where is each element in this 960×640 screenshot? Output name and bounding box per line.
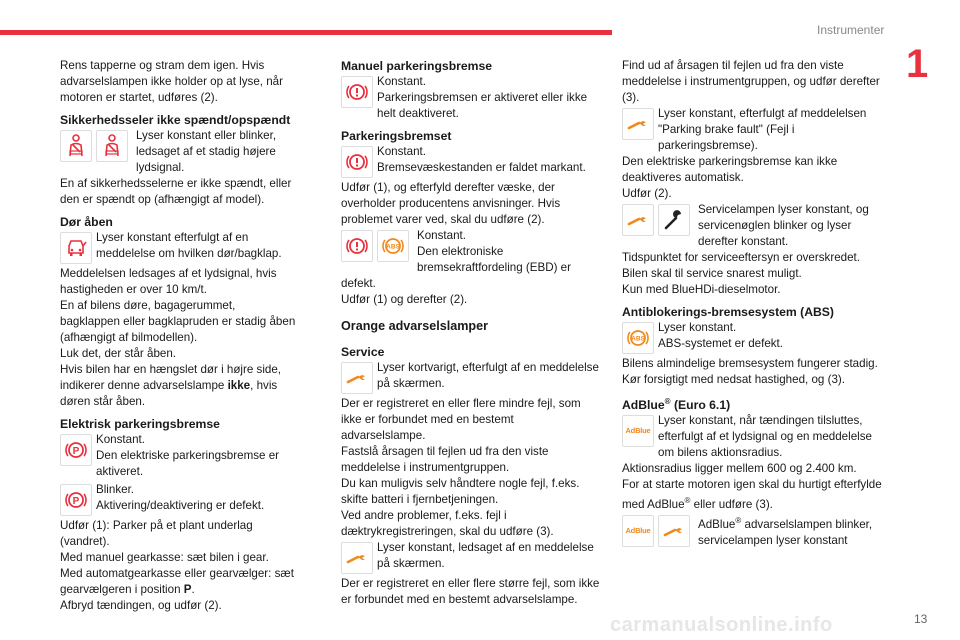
service-lead-2: Lyser konstant, ledsaget af en meddelelse på skærmen. xyxy=(377,541,594,570)
abs-icon xyxy=(622,322,654,354)
door-text: Meddelelsen ledsages af et lydsignal, hvis hastigheden er over 10 km/t. xyxy=(60,267,277,296)
manual-pb-line2: Parkeringsbremsen er aktiveret eller ikke helt deaktiveret. xyxy=(377,91,588,120)
manual-pb-heading: Manuel parkeringsbremse xyxy=(341,59,493,73)
service-key-icon xyxy=(658,204,690,236)
wrench-icon xyxy=(341,542,373,574)
service-key-lead: Servicelampen lyser konstant, og servicenøglen blinker og lyser derefter konstant. xyxy=(698,203,869,248)
svg-text:P: P xyxy=(72,446,80,457)
col3-text: Bilen skal til service snarest muligt. xyxy=(622,267,802,280)
pb-fault-line2: Bremsevæskestanden er faldet markant. xyxy=(377,161,586,174)
orange-section-heading: Orange advarselslamper xyxy=(341,319,489,333)
col3-text: Udfør (2). xyxy=(622,187,672,200)
svg-text:ABS: ABS xyxy=(386,243,400,251)
epb-last: Afbryd tændingen, og udfør (2). xyxy=(60,599,222,612)
abs-line1: Lyser konstant. xyxy=(658,321,737,334)
col3-intro: Find ud af årsagen til fejlen ud fra den viste meddelelse i instrumentgruppen, og udfør derefter (3). xyxy=(622,59,880,104)
service-text: Der er registreret en eller flere større fejl, som ikke er forbundet med en bestemt advarselslampe. xyxy=(341,577,600,606)
parking-brake-icon xyxy=(60,434,92,466)
col3-text: Kun med BlueHDi-dieselmotor. xyxy=(622,283,781,296)
adblue-lead: Lyser konstant, når tændingen tilsluttes, efterfulgt af et lydsignal og en meddelelse om bilens aktionsradius. xyxy=(658,414,872,460)
seatbelt-icon xyxy=(60,130,92,162)
adblue-blink-icons xyxy=(622,513,694,549)
adblue-heading: AdBlue® (Euro 6.1) xyxy=(622,397,731,413)
door-heading: Dør åben xyxy=(60,215,113,229)
epb-aktiveret: Den elektriske parkeringsbremse er aktiveret. xyxy=(96,449,279,478)
service-text: Fastslå årsagen til fejlen ud fra den viste meddelelse i instrumentgruppen. xyxy=(341,445,549,474)
intro-text: Rens tapperne og stram dem igen. Hvis advarselslampen ikke holder op at lyse, når motoren er startet, udføres (2). xyxy=(60,59,283,104)
pb-fault-body: Udfør (1), og efterfyld derefter væske, der overholder producentens anvisninger. Hvis problemet varer ved, skal du udføre (2). xyxy=(341,181,561,226)
adblue-start-text: For at starte motoren igen skal du hurtigt efterfylde med AdBlue® eller udføre (3). xyxy=(622,478,882,511)
column-3 xyxy=(622,58,887,549)
wrench-icon xyxy=(658,515,690,547)
door-hinge-text: Hvis bilen har en hængslet dør i højre side, indikerer denne advarselslampe ikke, hvis døren står åben. xyxy=(60,363,282,408)
door-open-icon xyxy=(60,232,92,264)
seatbelt-heading: Sikkerhedsseler ikke spændt/opspændt xyxy=(60,113,291,127)
seatbelt-icon xyxy=(96,130,128,162)
abs-text: Kør forsigtigt med nedsat hastighed, og (3). xyxy=(622,373,845,386)
parking-brake-icon xyxy=(60,484,92,516)
adblue-text: Aktionsradius ligger mellem 600 og 2.400 km. xyxy=(622,462,857,476)
epb-defekt: Aktivering/deaktivering er defekt. xyxy=(96,499,265,512)
door-text: En af bilens døre, bagagerummet, bagklappen eller bagklapruden er stadig åben (afhængigt af bilmodellen). xyxy=(60,299,296,344)
seatbelt-icons xyxy=(60,128,132,164)
epb-blinker: Blinker. xyxy=(96,483,135,496)
ebd-icons xyxy=(341,228,413,264)
chapter-number: 1 xyxy=(906,42,929,86)
service-key-icons xyxy=(622,202,694,238)
epb-text: Udfør (1): Parker på et plant underlag (vandret). xyxy=(60,519,253,548)
abs-heading: Antiblokerings-bremsesystem (ABS) xyxy=(622,305,834,319)
abs-line2: ABS-systemet er defekt. xyxy=(658,337,784,350)
pb-fault-heading: Parkeringsbremset xyxy=(341,129,452,143)
pb-fault-msg: Lyser konstant, efterfulgt af meddelelsen "Parking brake fault" (Fejl i parkeringsbremse). xyxy=(658,107,867,152)
brake-warning-icon xyxy=(341,230,373,262)
seatbelt-body: En af sikkerhedsselerne er ikke spændt, eller den er spændt op (afhængigt af model). xyxy=(60,177,292,206)
svg-text:P: P xyxy=(72,496,80,507)
epb-auto-text: Med automatgearkasse eller gearvælger: sæt gearvælgeren i position P. xyxy=(60,567,294,596)
column-2 xyxy=(341,58,601,608)
door-text: Luk det, der står åben. xyxy=(60,347,177,360)
wrench-icon xyxy=(622,108,654,140)
header-accent-bar xyxy=(0,30,612,35)
watermark: carmanualsonline.info xyxy=(610,614,833,636)
pb-fault-line1: Konstant. xyxy=(377,145,426,158)
epb-heading: Elektrisk parkeringsbremse xyxy=(60,417,220,431)
wrench-icon xyxy=(341,362,373,394)
service-heading: Service xyxy=(341,345,385,359)
col3-text: Tidspunktet for serviceeftersyn er overskredet. xyxy=(622,251,860,264)
service-text: Ved andre problemer, f.eks. fejl i dæktrykregistreringen, skal du udføre (3). xyxy=(341,509,554,538)
chapter-title: Instrumenter xyxy=(817,23,885,37)
adblue-icon: AdBlue xyxy=(622,415,654,447)
brake-warning-icon xyxy=(341,146,373,178)
wrench-icon xyxy=(622,204,654,236)
door-lead: Lyser konstant efterfulgt af en meddelelse om hvilken dør/bagklap. xyxy=(96,231,282,260)
abs-text: Bilens almindelige bremsesystem fungerer stadig. xyxy=(622,357,878,370)
service-lead: Lyser kortvarigt, efterfulgt af en meddelelse på skærmen. xyxy=(377,361,599,390)
ebd-line1: Konstant. xyxy=(417,229,466,242)
svg-text:ABS: ABS xyxy=(631,335,645,343)
manual-pb-line1: Konstant. xyxy=(377,75,426,88)
ebd-body: Udfør (1) og derefter (2). xyxy=(341,293,468,306)
col3-text: Den elektriske parkeringsbremse kan ikke deaktiveres automatisk. xyxy=(622,155,838,184)
page-number: 13 xyxy=(914,612,928,626)
epb-konstant: Konstant. xyxy=(96,433,145,446)
adblue-icon: AdBlue xyxy=(622,515,654,547)
abs-icon xyxy=(377,230,409,262)
service-text: Der er registreret en eller flere mindre fejl, som ikke er forbundet med en bestemt advarselslampe. xyxy=(341,397,581,442)
column-1 xyxy=(60,58,298,614)
seatbelt-lead: Lyser konstant eller blinker, ledsaget af et stadig højere lydsignal. xyxy=(136,129,277,174)
adblue-blink-text: AdBlue® advarselslampen blinker, servicelampen lyser konstant xyxy=(698,515,873,547)
brake-warning-icon xyxy=(341,76,373,108)
epb-text: Med manuel gearkasse: sæt bilen i gear. xyxy=(60,551,269,564)
service-text: Du kan muligvis selv håndtere nogle fejl, f.eks. skifte batteri i fjernbetjeningen. xyxy=(341,477,580,506)
ebd-line2: Den elektroniske bremsekraftfordeling (EBD) er defekt. xyxy=(341,245,571,290)
